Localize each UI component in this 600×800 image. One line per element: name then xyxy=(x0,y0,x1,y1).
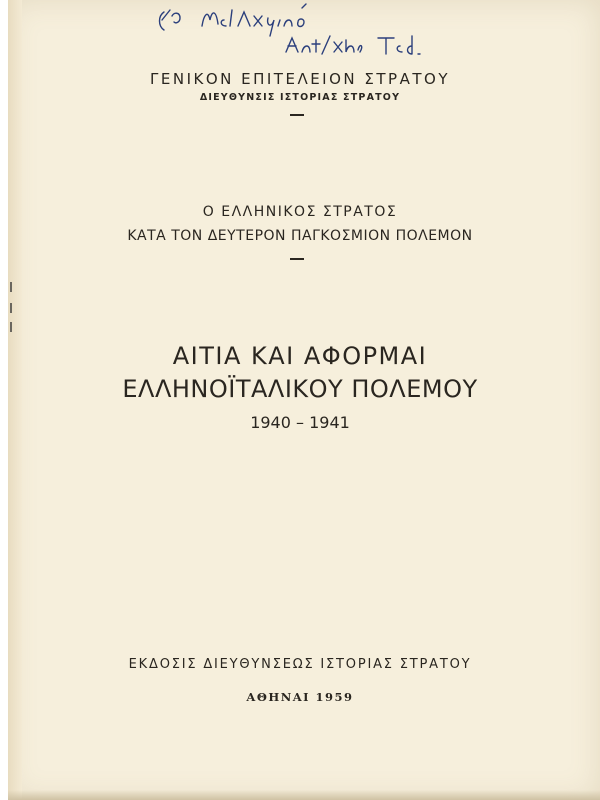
publisher-place-year: ΑΘΗΝΑΙ 1959 xyxy=(246,690,354,704)
title-years: 1940 – 1941 xyxy=(250,413,350,432)
publisher-line: ΕΚΔΟΣΙΣ ΔΙΕΥΘΥΝΣΕΩΣ ΙΣΤΟΡΙΑΣ ΣΤΡΑΤΟΥ xyxy=(128,657,472,672)
division-name: ΔΙΕΥΘΥΝΣΙΣ ΙΣΤΟΡΙΑΣ ΣΤΡΑΤΟΥ xyxy=(199,92,401,103)
organization-name: ΓΕΝΙΚΟΝ ΕΠΙΤΕΛΕΙΟΝ ΣΤΡΑΤΟΥ xyxy=(150,70,450,88)
page-edge-shadow xyxy=(8,790,600,800)
title-line-1: ΑΙΤΙΑ ΚΑΙ ΑΦΟΡΜΑΙ xyxy=(172,342,428,370)
edge-mark xyxy=(10,303,16,313)
handwritten-dedication xyxy=(150,2,450,60)
title-line-2: ΕΛΛΗΝΟΪΤΑΛΙΚΟΥ ΠΟΛΕΜΟΥ xyxy=(122,375,478,403)
series-line-2: ΚΑΤΑ ΤΟΝ ΔΕΥΤΕΡΟΝ ΠΑΓΚΟΣΜΙΟΝ ΠΟΛΕΜΟΝ xyxy=(127,228,473,244)
edge-mark xyxy=(10,282,16,292)
series-line-1: Ο ΕΛΛΗΝΙΚΟΣ ΣΤΡΑΤΟΣ xyxy=(202,204,398,220)
edge-mark xyxy=(10,322,16,332)
divider-dash xyxy=(290,114,304,116)
divider-dash xyxy=(290,258,304,260)
